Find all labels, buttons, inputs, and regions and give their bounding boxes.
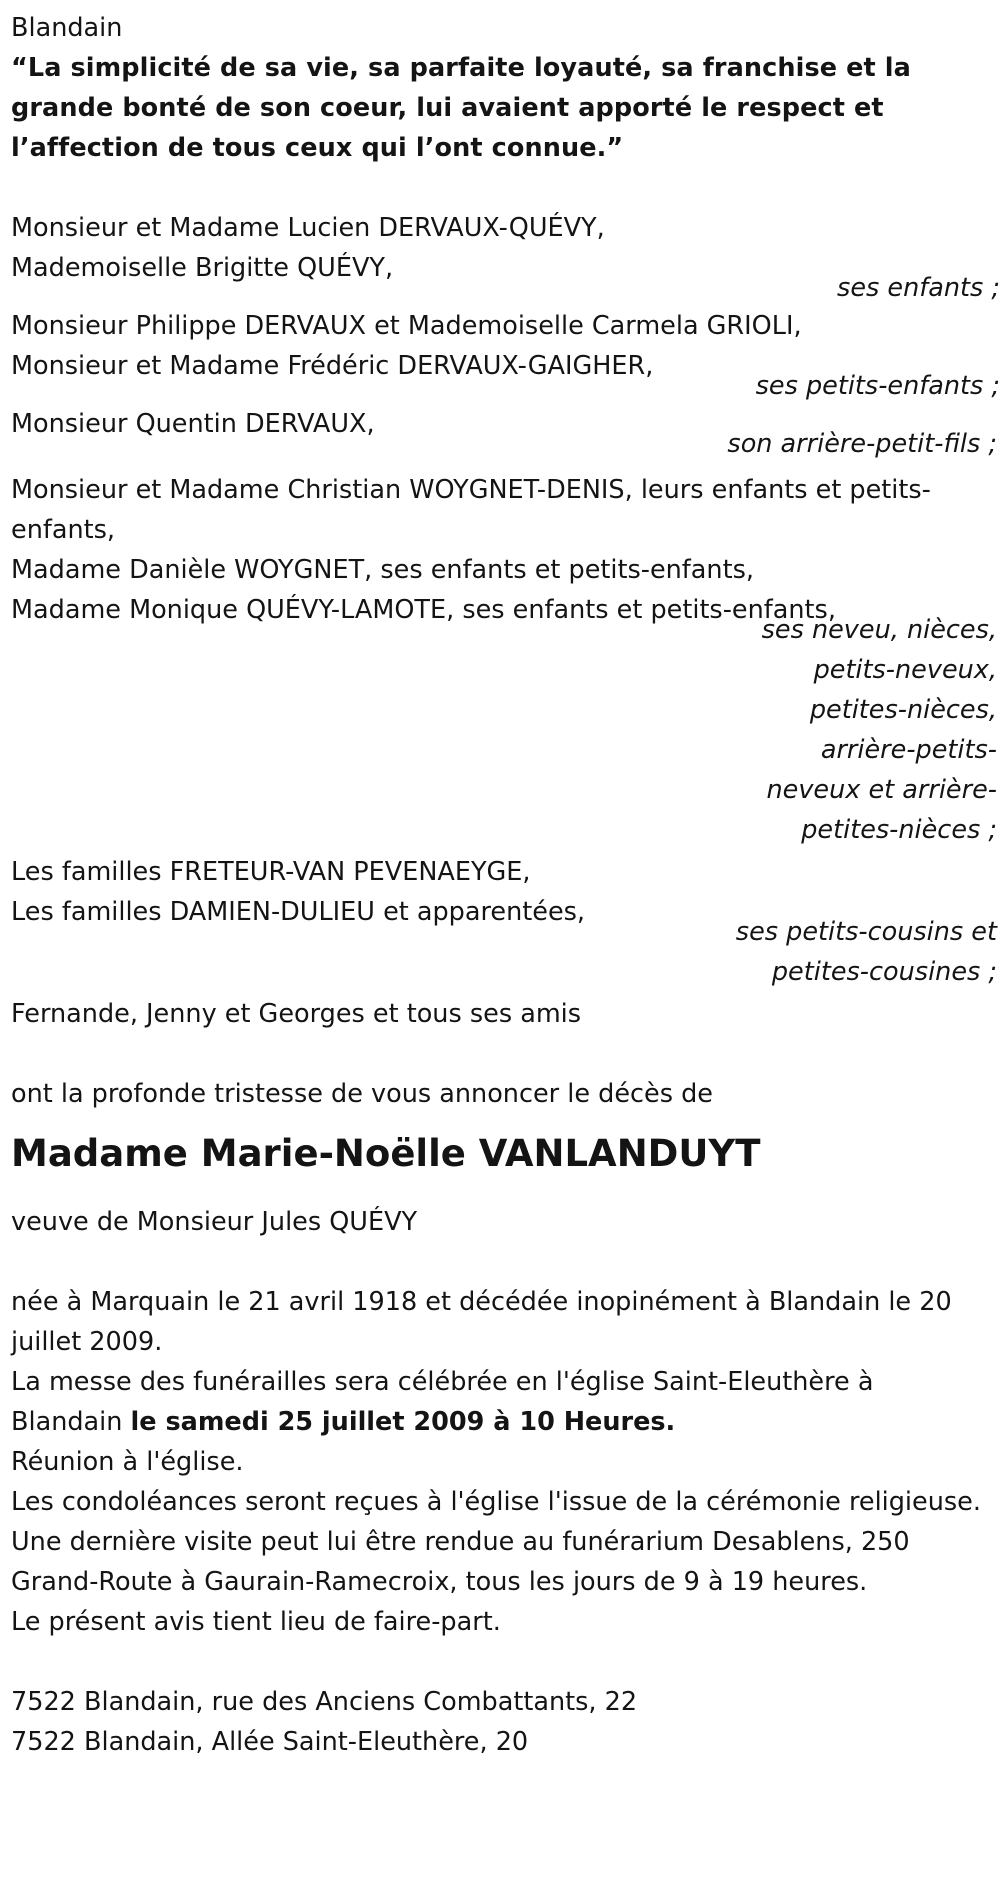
family-line: Monsieur Quentin DERVAUX, [11,409,375,439]
epitaph-quote: “La simplicité de sa vie, sa parfaite loyauté, sa franchise et la grande bonté de son coeur, lui avaient apporté le respect et l’affection de tous ceux qui l’ont connue.” [11,53,911,163]
widow-of: veuve de Monsieur Jules QUÉVY [11,1207,418,1237]
relation-great-grandchildren: son arrière-petit-fils ; [727,429,997,459]
condolences-info: Les condoléances seront reçues à l'église l'issue de la cérémonie religieuse. [11,1487,981,1517]
address-line: 7522 Blandain, Allée Saint-Eleuthère, 20 [11,1727,529,1757]
family-line: Monsieur et Madame Christian WOYGNET-DENIS, leurs enfants et petits-enfants, [11,475,931,545]
family-line: Monsieur et Madame Frédéric DERVAUX-GAIGHER, [11,351,654,381]
relation-children: ses enfants ; [837,273,1000,303]
place-heading: Blandain [11,13,123,43]
family-line: Monsieur et Madame Lucien DERVAUX-QUÉVY, [11,213,605,243]
funeral-mass [11,1362,991,1442]
family-line: Madame Danièle WOYGNET, ses enfants et petits-enfants, [11,555,754,585]
visit-info: Une dernière visite peut lui être rendue au funérarium Desablens, 250 Grand-Route à Gaurain-Ramecroix, tous les jours de 9 à 19 heures. [11,1527,910,1597]
address-line: 7522 Blandain, rue des Anciens Combattants, 22 [11,1687,638,1717]
family-line: Les familles FRETEUR-VAN PEVENAEYGE, [11,857,531,887]
birth-death-dates: née à Marquain le 21 avril 1918 et décédée inopinément à Blandain le 20 juillet 2009. [11,1287,952,1357]
announcement-intro: ont la profonde tristesse de vous annoncer le décès de [11,1079,713,1109]
friends-line: Fernande, Jenny et Georges et tous ses amis [11,999,582,1029]
meeting-info: Réunion à l'église. [11,1447,244,1477]
funeral-mass-text: La messe des funérailles sera célébrée en l'église Saint-Eleuthère à Blandain [11,1367,874,1437]
notice-info: Le présent avis tient lieu de faire-part. [11,1607,501,1637]
family-line: Madame Monique QUÉVY-LAMOTE, ses enfants et petits-enfants, [11,595,836,625]
relation-grandchildren: ses petits-enfants ; [755,371,1000,401]
relation-cousins: ses petits-cousins et petites-cousines ; [735,917,997,987]
family-line: Les familles DAMIEN-DULIEU et apparentées, [11,897,586,927]
family-line: Mademoiselle Brigitte QUÉVY, [11,253,394,283]
obituary-notice [11,8,1000,1762]
relation-nephews: ses neveu, nièces, petits-neveux, petites-nièces, arrière-petits-neveux et arrière-petites-nièces ; [761,615,997,845]
family-line: Monsieur Philippe DERVAUX et Mademoiselle Carmela GRIOLI, [11,311,802,341]
deceased-name: Madame Marie-Noëlle VANLANDUYT [11,1132,761,1175]
funeral-mass-datetime: le samedi 25 juillet 2009 à 10 Heures. [130,1407,676,1437]
